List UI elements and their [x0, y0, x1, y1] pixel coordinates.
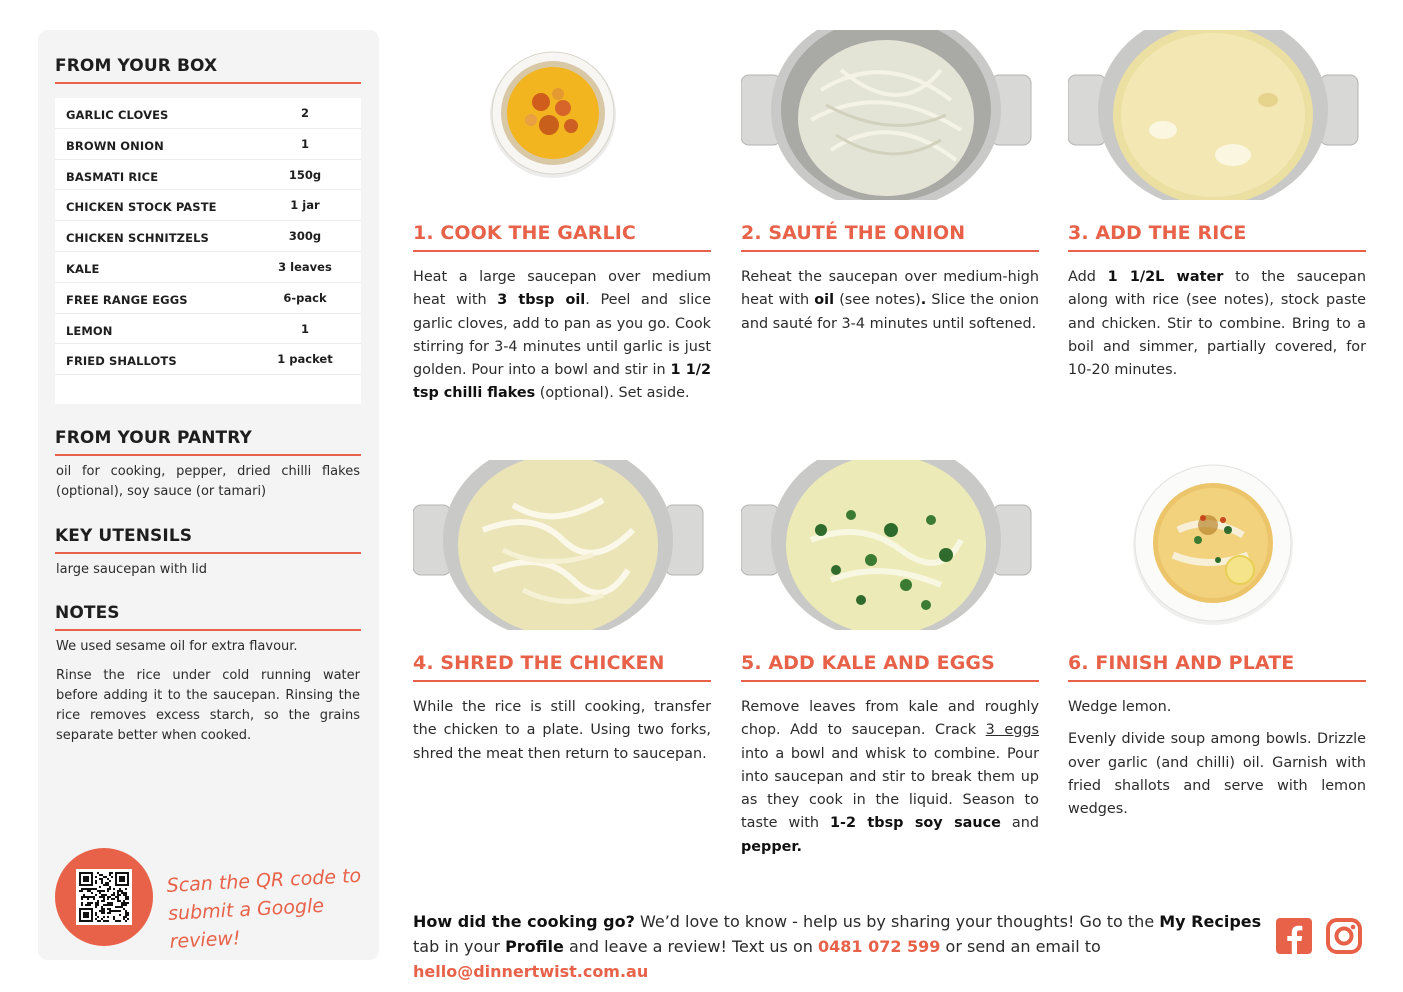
qr-caption-line-2: submit a Google review!: [167, 894, 325, 953]
instruction-text: Add: [1068, 269, 1108, 285]
instruction-text: to the saucepan along with rice (see notes), stock paste and chicken. Stir to combine. Bring to a boil and simmer, partially covered, for 10-20 minutes.: [1068, 269, 1367, 379]
step-instructions: [741, 266, 1039, 336]
step-instructions: [413, 696, 711, 766]
ingredients-sidebar: [38, 30, 379, 960]
ingredient-quantity: 150g: [288, 167, 322, 182]
footer-text: tab in your: [413, 937, 506, 956]
email-link[interactable]: hello@dinnertwist.com.au: [413, 962, 649, 981]
ingredient-name: KALE: [66, 261, 100, 276]
key-utensils-heading: KEY UTENSILS: [55, 526, 193, 546]
heading-rule: [55, 552, 361, 554]
step-title: 4. SHRED THE CHICKEN: [413, 652, 711, 682]
bold-text: .: [920, 292, 927, 309]
instagram-icon[interactable]: [1325, 917, 1363, 955]
step-1-photo: [413, 30, 711, 200]
phone-link[interactable]: 0481 072 599: [817, 937, 941, 956]
facebook-icon[interactable]: [1275, 917, 1313, 955]
notes-heading: NOTES: [55, 603, 120, 623]
step-title: 5. ADD KALE AND EGGS: [741, 652, 1039, 682]
step-instructions: [413, 266, 711, 406]
my-recipes-link[interactable]: My Recipes: [1159, 912, 1262, 931]
instruction-text: and: [1000, 815, 1039, 832]
ingredient-name: CHICKEN STOCK PASTE: [66, 200, 217, 215]
ingredient-row: [55, 344, 361, 375]
ingredient-row: [55, 160, 361, 191]
qr-code-icon: [79, 872, 129, 922]
ingredient-row: [55, 129, 361, 160]
from-your-box-heading: FROM YOUR BOX: [55, 56, 218, 76]
step-instructions: [1068, 696, 1366, 821]
instruction-text: Reheat the saucepan over medium-high heat with: [741, 269, 1039, 309]
instruction-text: Slice the onion and sauté for 3-4 minutes until softened.: [741, 292, 1039, 332]
footer-question: How did the cooking go?: [413, 912, 635, 931]
qr-code-badge[interactable]: [55, 848, 153, 946]
instruction-text: into a bowl and whisk to combine. Pour into saucepan and stir to break them up as they cook in the liquid. Season to taste with: [741, 745, 1039, 832]
heading-rule: [55, 629, 361, 631]
step-2-photo: [741, 30, 1039, 200]
ingredient-name: FREE RANGE EGGS: [66, 292, 188, 307]
footer-text: and leave a review! Text us on: [563, 937, 818, 956]
step-instructions: [1068, 266, 1366, 382]
ingredients-table: [55, 98, 361, 404]
step-instructions: [741, 696, 1039, 859]
note-1: We used sesame oil for extra flavour.: [56, 639, 298, 654]
utensils-text: large saucepan with lid: [56, 562, 207, 577]
from-your-pantry-heading: FROM YOUR PANTRY: [55, 428, 252, 448]
ingredient-row: [55, 98, 361, 129]
step-5-photo: [741, 460, 1039, 630]
ingredient-quantity: 2: [300, 106, 309, 120]
qr-caption-line-1: Scan the QR code to: [166, 864, 362, 897]
bold-text: 1-2 tbsp soy sauce: [829, 815, 1001, 832]
instruction-text: . Peel and slice garlic cloves, add to pan as you go. Cook stirring for 3-4 minutes until garlic is just golden. Pour into a bowl and stir in: [413, 292, 711, 379]
ingredient-name: LEMON: [66, 323, 113, 338]
ingredient-quantity: 1: [300, 136, 309, 151]
review-footer: [413, 909, 1263, 984]
ingredient-row: [55, 190, 361, 221]
ingredient-quantity: 300g: [288, 229, 322, 244]
underlined-text: 3 eggs: [985, 722, 1039, 739]
instruction-text: (optional). Set aside.: [535, 385, 690, 402]
ingredient-quantity: 1 packet: [277, 352, 333, 367]
ingredient-quantity: 6-pack: [283, 290, 327, 305]
step-6-para-2: Evenly divide soup among bowls. Drizzle over garlic (and chilli) oil. Garnish with fried shallots and serve with lemon wedges.: [1068, 731, 1366, 818]
instruction-text: Remove leaves from kale and roughly chop. Add to saucepan. Crack: [741, 699, 1039, 739]
step-4-photo: [413, 460, 711, 630]
bold-text: 1 1/2L water: [1107, 269, 1224, 285]
step-6-para-1: Wedge lemon.: [1068, 699, 1172, 715]
qr-caption: [166, 862, 370, 956]
heading-rule: [55, 82, 361, 84]
footer-text: or send an email to: [940, 937, 1101, 956]
ingredient-name: CHICKEN SCHNITZELS: [66, 231, 209, 246]
ingredient-quantity: 1 jar: [290, 198, 320, 213]
step-title: 2. SAUTÉ THE ONION: [741, 222, 1039, 252]
ingredient-quantity: 3 leaves: [278, 259, 332, 274]
ingredient-quantity: 1: [300, 321, 309, 336]
ingredient-row: [55, 221, 361, 252]
profile-link[interactable]: Profile: [505, 937, 564, 956]
ingredient-row: [55, 314, 361, 345]
instruction-text: (see notes): [834, 292, 921, 309]
instruction-text: Heat a large saucepan over medium heat with: [413, 269, 711, 309]
ingredient-row: [55, 283, 361, 314]
bold-text: pepper.: [741, 838, 802, 855]
pantry-text: oil for cooking, pepper, dried chilli flakes (optional), soy sauce (or tamari): [56, 464, 360, 499]
step-title: 1. COOK THE GARLIC: [413, 222, 711, 252]
ingredient-name: BASMATI RICE: [66, 169, 159, 184]
ingredient-name: GARLIC CLOVES: [66, 108, 169, 122]
qr-code[interactable]: [76, 869, 132, 925]
step-6-photo: [1068, 460, 1366, 630]
step-title: 6. FINISH AND PLATE: [1068, 652, 1366, 682]
step-3-photo: [1068, 30, 1366, 200]
note-2: Rinse the rice under cold running water before adding it to the saucepan. Rinsing the rice removes excess starch, so the grains separate better when cooked.: [56, 668, 360, 743]
step-title: 3. ADD THE RICE: [1068, 222, 1366, 252]
heading-rule: [55, 454, 361, 456]
bold-text: 1 1/2 tsp chilli flakes: [413, 362, 711, 402]
bold-text: oil: [814, 292, 835, 309]
ingredient-name: FRIED SHALLOTS: [66, 354, 177, 369]
ingredient-name: BROWN ONION: [66, 138, 164, 153]
ingredient-row: [55, 252, 361, 283]
instruction-text: While the rice is still cooking, transfer the chicken to a plate. Using two forks, shred the meat then return to saucepan.: [413, 699, 711, 762]
footer-text: We’d love to know - help us by sharing your thoughts! Go to the: [634, 912, 1160, 931]
bold-text: 3 tbsp oil: [497, 292, 586, 309]
